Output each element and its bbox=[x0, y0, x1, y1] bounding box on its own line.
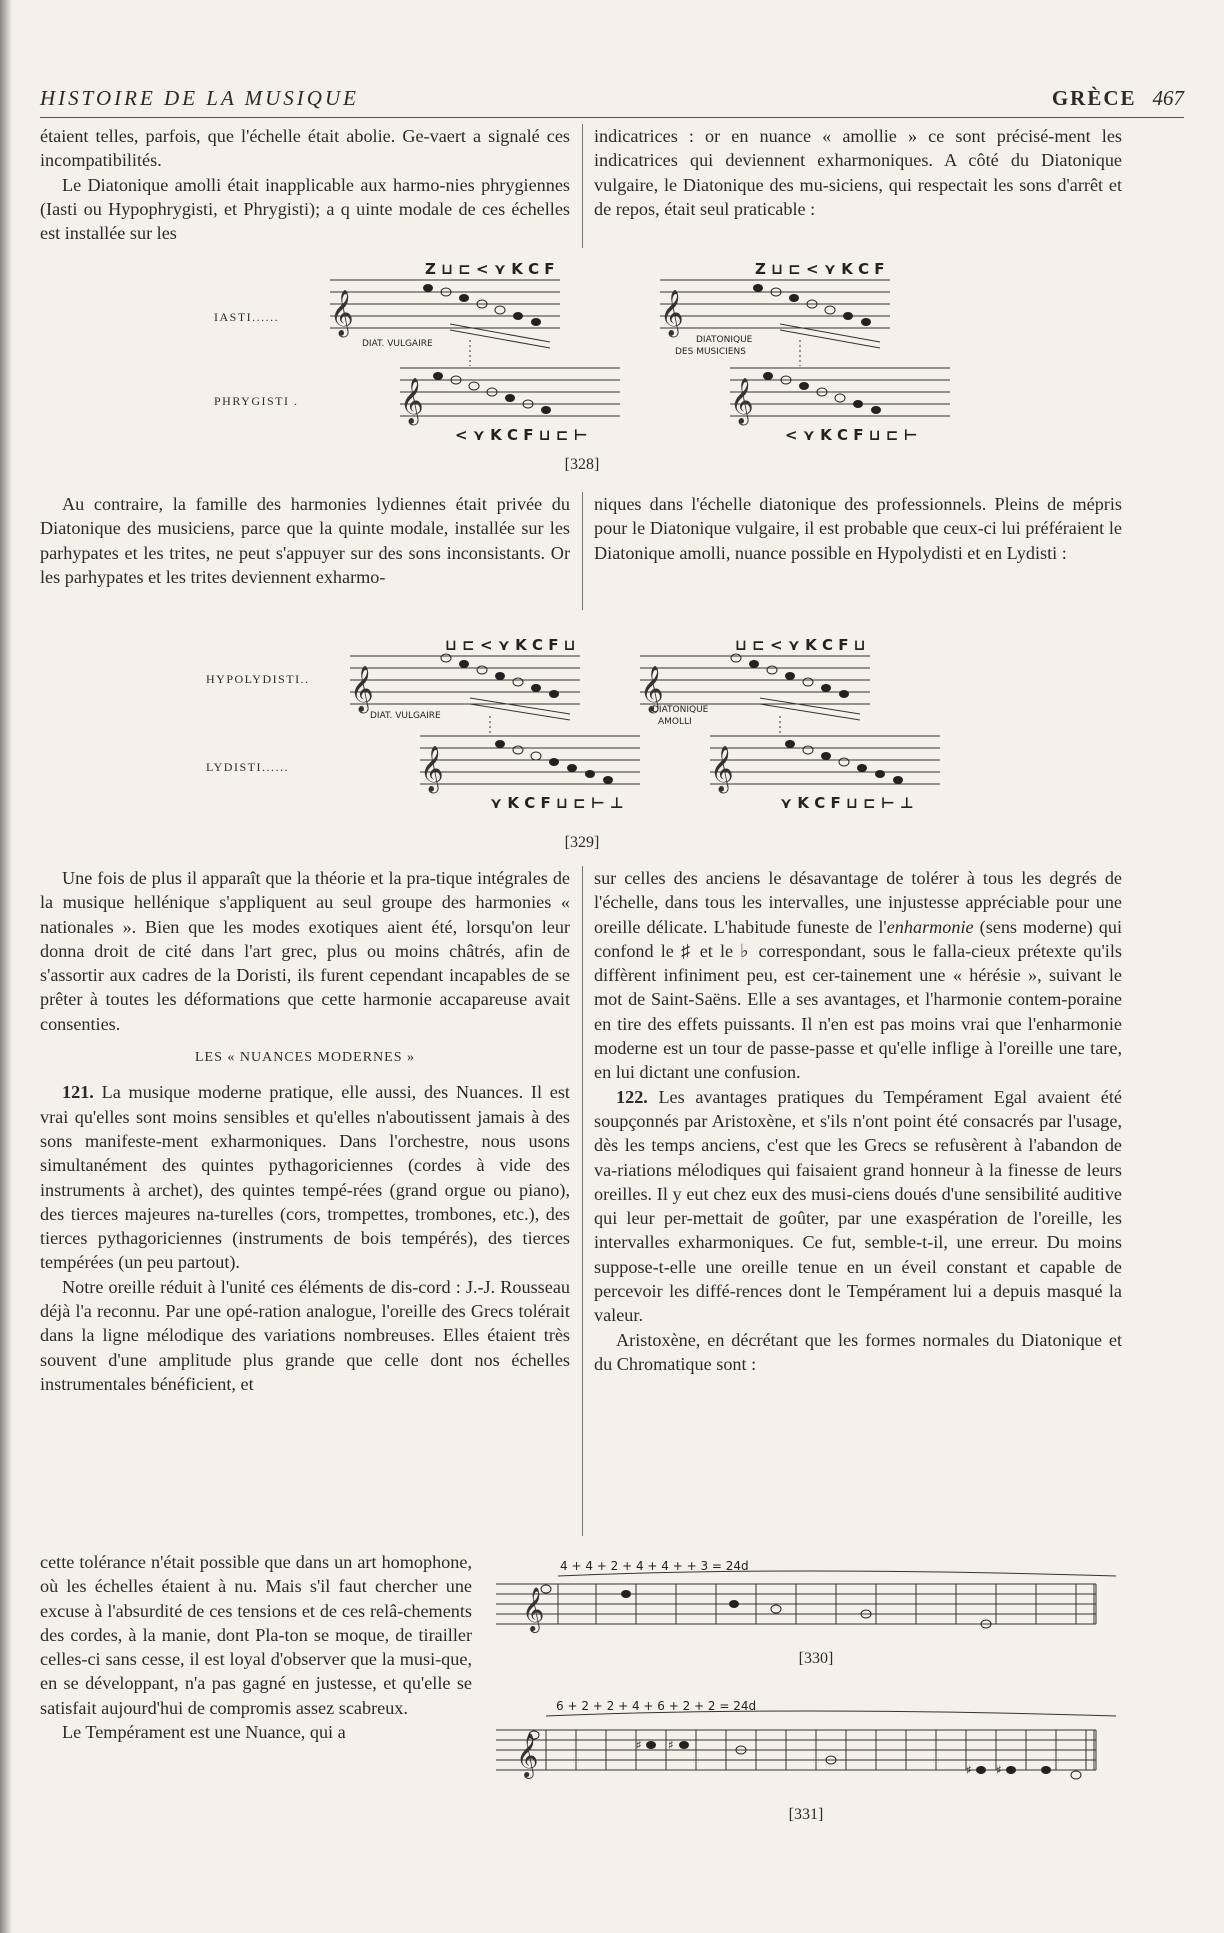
greek-notation-symbols: ⊔ ⊏ < ⋎ K C F ⊔ bbox=[445, 636, 576, 654]
paragraph-text: (sens moderne) qui confond le ♯ et le ♭ correspondant, sous le falla-cieux prétexte qu'ils diffèrent infiniment peu, est cer-tainement une « hérésie », suivant le mot de Saint-Saëns. Elle a ses avantages, et l'harmonie contem-poraine en tire des effets puissants. Il n'en est pas moins vrai que l'enharmonie moderne est un tour de passe-passe et qu'elle inflige à l'oreille une tare, en lui dictant une confusion. bbox=[594, 916, 1122, 1083]
treble-clef-icon: 𝄞 bbox=[400, 378, 424, 424]
sharp-icon: ♯ bbox=[966, 1763, 972, 1777]
figure-caption: [328] bbox=[564, 456, 600, 473]
greek-notation-symbols: ⋎ K C F ⊔ ⊏ ⊢ ⊥ bbox=[780, 794, 914, 812]
block3-right-column bbox=[594, 866, 1122, 1376]
mode-label-hypolydisti: HYPOLYDISTI.. bbox=[206, 672, 310, 686]
greek-notation-symbols: ⋎ K C F ⊔ ⊏ ⊢ ⊥ bbox=[490, 794, 624, 812]
paragraph-number: 121. bbox=[62, 1082, 94, 1103]
book-gutter bbox=[0, 0, 12, 1933]
greek-notation-symbols: < ⋎ K C F ⊔ ⊏ ⊢ bbox=[455, 426, 588, 444]
paragraph: indicatrices : or en nuance « amollie » ce sont précisé-ment les indicatrices qui deviennent exharmoniques. A côté du Diatonique vulgaire, le Diatonique des mu-siciens, qui respectait les sons d'arrêt et de repos, était seul praticable : bbox=[594, 126, 1122, 219]
tag-amolli: AMOLLI bbox=[658, 717, 692, 727]
figure-329 bbox=[200, 636, 1040, 856]
treble-clef-icon: 𝄞 bbox=[710, 746, 734, 792]
treble-clef-icon: 𝄞 bbox=[660, 290, 684, 336]
figure-329-notation bbox=[200, 636, 1040, 856]
header-section-name: GRÈCE bbox=[1051, 86, 1137, 110]
mode-label-lydisti: LYDISTI...... bbox=[206, 760, 289, 774]
column-separator bbox=[582, 124, 583, 248]
sharp-icon: ♯ bbox=[996, 1763, 1002, 1777]
treble-clef-icon: 𝄞 bbox=[522, 1587, 545, 1631]
block3-left-narrow-column bbox=[40, 1550, 472, 1744]
mode-label-iasti: IASTI...... bbox=[214, 310, 280, 324]
paragraph-text: La musique moderne pratique, elle aussi, des Nuances. Il est vrai qu'elles sont moins sensibles et qu'elles n'aboutissent jamais à des sons manifeste-ment exharmoniques. Dans l'orchestre, nous usons simultanément des quintes pythagoriciennes (cordes à vide des instruments à archet), des quintes tempé-rées (grand orgue ou piano), des tierces majeures na-turelles (cors, trompettes, trombones, etc.), des tierces pythagoriciennes (instruments de bois tempérés), des tierces tempérées (un peu partout). bbox=[40, 1082, 570, 1273]
running-header bbox=[40, 86, 1184, 116]
paragraph-text: Les avantages pratiques du Tempérament Egal avaient été soupçonnés par Aristoxène, et s'ils n'ont point été consacrés par l'usage, dès les temps anciens, c'est que les Grecs se refusèrent à l'abandon de va-riations mélodiques qui faisaient grand honneur à la finesse de leurs oreilles. Il y eut chez eux des musi-ciens doués d'une sensibilité auditive qui leur per-mettait de goûter, par une exaspération de l'oreille, les intervalles exharmoniques. Ce fut, semble-t-il, une erreur. Du moins suppose-t-elle une oreille tenue en un éveil constant et capable de percevoir les diffé-rences dont le Tempérament lui a depuis masqué la valeur. bbox=[594, 1086, 1122, 1326]
greek-notation-symbols: < ⋎ K C F ⊔ ⊏ ⊢ bbox=[785, 426, 918, 444]
mode-label-phrygisti: PHRYGISTI . bbox=[214, 394, 299, 408]
paragraph: étaient telles, parfois, que l'échelle était abolie. Ge-vaert a signalé ces incompatibilités. bbox=[40, 126, 570, 171]
tag-diat-vulgaire: DIAT. VULGAIRE bbox=[370, 711, 441, 721]
sharp-icon: ♯ bbox=[636, 1738, 642, 1752]
header-rule bbox=[40, 117, 1184, 118]
paragraph: Au contraire, la famille des harmonies lydiennes était privée du Diatonique des musiciens, parce que la quinte modale, installée sur les parhypates et les trites, ne peut s'appuyer sur des sons inconsistants. Or les parhypates et les trites deviennent exharmo- bbox=[40, 494, 570, 587]
greek-notation-symbols: Z ⊔ ⊏ < ⋎ K C F bbox=[755, 260, 885, 278]
block2-right-column bbox=[594, 492, 1122, 565]
figure-330 bbox=[486, 1554, 1126, 1674]
tag-diatonique: DIATONIQUE bbox=[696, 335, 753, 345]
block3-left-column bbox=[40, 866, 570, 1396]
tag-diat-vulgaire: DIAT. VULGAIRE bbox=[362, 339, 433, 349]
paragraph: Le Tempérament est une Nuance, qui a bbox=[62, 1722, 346, 1743]
block2-left-column bbox=[40, 492, 570, 589]
emphasis: enharmonie bbox=[886, 916, 974, 937]
treble-clef-icon: 𝄞 bbox=[516, 1733, 539, 1777]
paragraph: Une fois de plus il apparaît que la théorie et la pra-tique intégrales de la musique hellénique s'appliquent au seul groupe des harmonies « nationales ». Bien que les modes exotiques aient été, lorsqu'on leur donna droit de cité dans l'art grec, plus ou moins châtrés, afin de s'assortir aux cadres de la Doristi, ils furent cependant incapables de se prêter à toutes les déformations que cette harmonie accapareuse avait consenties. bbox=[40, 868, 570, 1034]
paragraph: Le Diatonique amolli était inapplicable aux harmo-nies phrygiennes (Iasti ou Hypophrygisti, et Phrygisti); a q uinte modale de ces échelles est installée sur les bbox=[40, 174, 570, 244]
interval-marks: 4 + 4 + 2 + 4 + 4 + + 3 = 24d bbox=[560, 1559, 749, 1573]
figure-caption: [330] bbox=[798, 1650, 834, 1667]
block1-right-column bbox=[594, 124, 1122, 221]
header-section bbox=[1052, 86, 1184, 111]
figure-caption: [331] bbox=[788, 1806, 824, 1823]
interval-marks: 6 + 2 + 2 + 4 + 6 + 2 + 2 = 24d bbox=[556, 1699, 757, 1713]
treble-clef-icon: 𝄞 bbox=[350, 666, 374, 712]
greek-notation-symbols: ⊔ ⊏ < ⋎ K C F ⊔ bbox=[735, 636, 866, 654]
paragraph-122 bbox=[594, 1085, 1122, 1328]
paragraph: cette tolérance n'était possible que dans un art homophone, où les échelles étaient à nu. Mais s'il faut chercher une excuse à l'absurdité de ces tensions et de ces relâ-chements des cordes, à la manie, dont Pla-ton se moque, de tirailler celles-ci sans cesse, il est loyal d'observer que la musi-que, en se développant, n'a pas gagné en justesse, et qu'elle se satisfait aujourd'hui de compromis assez scabreux. bbox=[40, 1552, 472, 1718]
figure-328-notation bbox=[200, 260, 1040, 475]
paragraph bbox=[594, 866, 1122, 1085]
treble-clef-icon: 𝄞 bbox=[330, 290, 354, 336]
treble-clef-icon: 𝄞 bbox=[640, 666, 664, 712]
paragraph-number: 122. bbox=[616, 1086, 648, 1107]
paragraph-121 bbox=[40, 1080, 570, 1274]
column-separator bbox=[582, 866, 583, 1536]
section-subheading: LES « NUANCES MODERNES » bbox=[194, 1050, 415, 1066]
treble-clef-icon: 𝄞 bbox=[420, 746, 444, 792]
paragraph-text: sur celles des anciens le désavantage de tolérer à tous les degrés de l'échelle, dans tous les intervalles, une injustesse appréciable pour une oreille délicate. L'habitude funeste de l' bbox=[594, 868, 1122, 937]
tag-diatonique: DIATONIQUE bbox=[652, 705, 709, 715]
treble-clef-icon: 𝄞 bbox=[730, 378, 754, 424]
page-number: 467 bbox=[1152, 86, 1184, 110]
column-separator bbox=[582, 492, 583, 610]
greek-notation-symbols: Z ⊔ ⊏ < ⋎ K C F bbox=[425, 260, 555, 278]
sharp-icon: ♯ bbox=[668, 1738, 674, 1752]
tag-des-musiciens: DES MUSICIENS bbox=[675, 347, 746, 357]
figure-328 bbox=[200, 260, 1040, 475]
block1-left-column bbox=[40, 124, 570, 245]
paragraph: Notre oreille réduit à l'unité ces éléments de dis-cord : J.-J. Rousseau déjà l'a reconnu. Par une opé-ration analogue, l'oreille des Grecs tolérait dans la ligne mélodique des variations nombreuses. Elles étaient très souvent d'une amplitude plus grande que celle dont nos échelles instrumentales bénéficient, et bbox=[40, 1276, 570, 1394]
figure-caption: [329] bbox=[564, 834, 600, 851]
header-title: HISTOIRE DE LA MUSIQUE bbox=[40, 86, 359, 110]
figure-331 bbox=[486, 1694, 1126, 1834]
paragraph: niques dans l'échelle diatonique des professionnels. Pleins de mépris pour le Diatonique vulgaire, il est probable que ceux-ci lui préféraient le Diatonique amolli, nuance possible en Hypolydisti et en Lydisti : bbox=[594, 494, 1122, 563]
paragraph: Aristoxène, en décrétant que les formes normales du Diatonique et du Chromatique sont : bbox=[594, 1329, 1122, 1374]
